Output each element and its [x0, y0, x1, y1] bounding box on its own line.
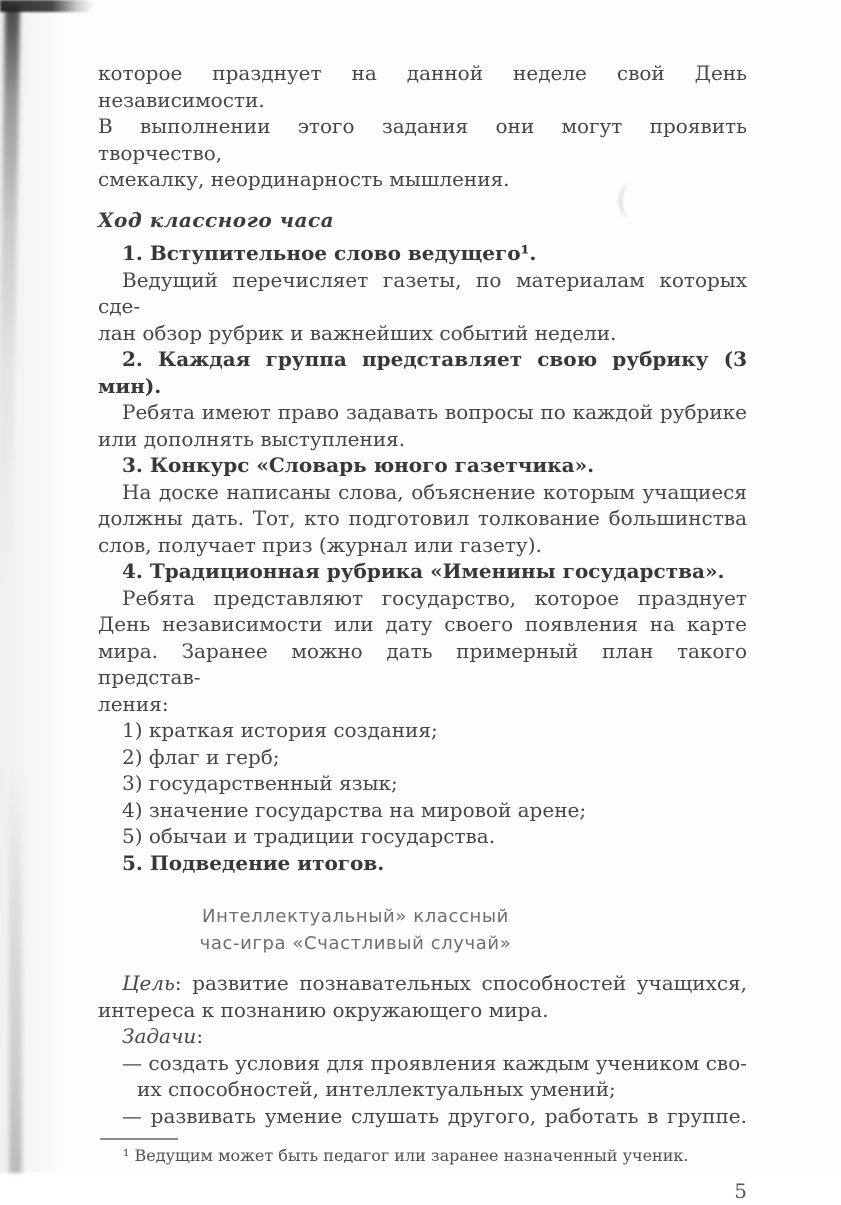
paragraph-line: лан обзор рубрик и важнейших событий недели.: [98, 320, 617, 345]
game-title: [98, 903, 747, 957]
goal-label: Цель: [122, 971, 175, 995]
paragraph-line: мира. Заранее можно дать примерный план такого представ-: [98, 638, 747, 689]
scan-gutter-shadow-top: [0, 6, 20, 586]
tasks-line: [98, 1023, 747, 1050]
paragraph-line: или дополнять выступления.: [98, 426, 406, 451]
task-item: — создать условия для проявления каждым учеником сво-: [122, 1050, 747, 1075]
list-item: 3) государственный язык;: [122, 771, 398, 795]
plan-step-heading: 3. Конкурс «Словарь юного газетчика».: [122, 453, 595, 477]
plan-step-heading: 2. Каждая группа представляет свою рубрику (3 мин).: [98, 347, 747, 398]
paragraph-line: Ребята имеют право задавать вопросы по каждой рубрике: [122, 400, 747, 424]
list-item: 4) значение государства на мировой арене;: [122, 797, 587, 822]
paragraph-line: слов, получает приз (журнал или газету).: [98, 532, 542, 557]
scan-corner-artifact: [0, 0, 94, 12]
paragraph-line: День независимости или дату своего появления на карте: [98, 612, 747, 636]
goal-text: : развитие познавательных способностей учащихся,: [174, 971, 747, 995]
list-item: 2) флаг и герб;: [122, 744, 280, 769]
tasks-colon: :: [196, 1024, 204, 1048]
paragraph-line: В выполнении этого задания они могут проявить творчество,: [98, 114, 747, 165]
task-item-continuation: их способностей, интеллектуальных умений;: [137, 1077, 616, 1101]
plan-step-heading: 1. Вступительное слово ведущего¹.: [122, 241, 537, 265]
tasks-label: Задачи: [122, 1024, 197, 1048]
paragraph-line: На доске написаны слова, объяснение которым учащиеся: [122, 479, 747, 504]
paragraph-line: интереса к познанию окружающего мира.: [98, 997, 549, 1022]
paragraph-line: Ведущий перечисляет газеты, по материалам которых сде-: [98, 267, 747, 318]
paragraph-line: ления:: [98, 691, 169, 716]
paragraph-line: должны дать. Тот, кто подготовил толкование большинства: [98, 506, 747, 530]
goal-line: [98, 970, 747, 997]
text-block: [98, 60, 747, 1205]
list-item: 1) краткая история создания;: [122, 718, 438, 742]
scan-gutter-shadow-bottom: [9, 765, 22, 1173]
game-title-line: Интеллектуальный» классный: [202, 906, 509, 927]
list-item: 5) обычаи и традиции государства.: [122, 824, 496, 848]
section-heading: Ход классного часа: [98, 207, 335, 232]
paragraph-line: смекалку, неординарность мышления.: [98, 167, 510, 191]
footnote-text: ¹ Ведущим может быть педагог или заранее назначенный ученик.: [123, 1146, 689, 1165]
page-number: 5: [734, 1179, 747, 1203]
plan-step-heading: 4. Традиционная рубрика «Именины государства».: [122, 559, 725, 583]
game-title-line: час-игра «Счастливый случай»: [199, 933, 512, 954]
plan-step-heading: 5. Подведение итогов.: [122, 850, 385, 875]
task-item: — развивать умение слушать другого, работать в группе.: [122, 1103, 747, 1128]
paragraph-line: которое празднует на данной неделе свой День независимости.: [98, 61, 747, 112]
footnote-rule: [100, 1138, 178, 1140]
paragraph-line: Ребята представляют государство, которое празднует: [122, 585, 747, 610]
